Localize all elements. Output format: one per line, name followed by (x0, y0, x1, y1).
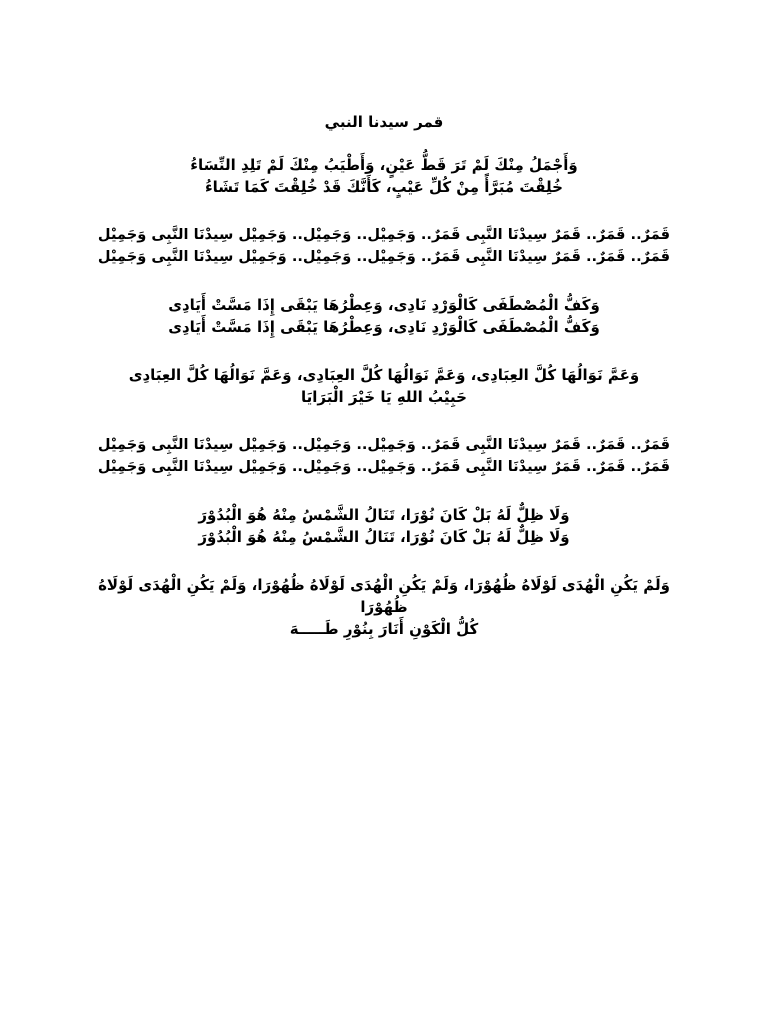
stanza-7 (80, 574, 688, 640)
stanza-4 (80, 364, 688, 408)
stanza-line: وَلَا ظِلٌّ لَهُ بَلْ كَانَ نُوْرَا، تَنَالُ الشَّمْسُ مِنْهُ هُوَ الْبُدُوْرَ (198, 506, 570, 524)
stanza-line: وَلَا ظِلٌّ لَهُ بَلْ كَانَ نُوْرَا، تَنَالُ الشَّمْسُ مِنْهُ هُوَ الْبُدُوْرَ (198, 528, 570, 546)
stanza-gap (80, 268, 688, 294)
stanza-line: خُلِقْتَ مُبَرَّأً مِنْ كُلِّ عَيْبٍ، كَأَنَّكَ قَدْ خُلِقْتَ كَمَا تَشَاءُ (205, 178, 563, 196)
stanza-6 (80, 504, 688, 548)
stanza-line: قَمَرٌ.. قَمَرٌ.. قَمَرٌ سِيدْنَا النَّبِى قَمَرٌ.. وَجَمِيْل.. وَجَمِيْل.. وَجَمِيْل سِيدْنَا النَّبِى وَجَمِيْل (97, 248, 671, 265)
stanza-line: وَعَمَّ نَوَالُهَا كُلَّ العِبَادِى، وَعَمَّ نَوَالُهَا كُلَّ العِبَادِى، وَعَمَّ نَوَالُهَا كُلَّ العِبَادِى (128, 366, 640, 384)
stanza-line: كُلُّ الْكَوْنِ أَنَارَ بِنُوْرِ طَـــــهَ (289, 620, 479, 638)
stanza-line: قَمَرٌ.. قَمَرٌ.. قَمَرٌ سِيدْنَا النَّبِى قَمَرٌ.. وَجَمِيْل.. وَجَمِيْل.. وَجَمِيْل سِيدْنَا النَّبِى وَجَمِيْل (97, 226, 671, 243)
stanza-gap (80, 548, 688, 574)
stanza-line: وَكَفُّ الْمُصْطَفَى كَالْوَرْدِ نَادِى، وَعِطْرُهَا يَبْقَى إِذَا مَسَّتْ أَيَادِى (168, 296, 600, 314)
stanza-line: قَمَرٌ.. قَمَرٌ.. قَمَرٌ سِيدْنَا النَّبِى قَمَرٌ.. وَجَمِيْل.. وَجَمِيْل.. وَجَمِيْل سِيدْنَا النَّبِى وَجَمِيْل (97, 458, 671, 475)
stanza-gap (80, 408, 688, 434)
page-title: قمر سيدنا النبي (324, 113, 444, 131)
stanza-5-chorus (80, 434, 688, 478)
stanza-1 (80, 154, 688, 198)
stanza-line: حَبِيْبُ اللهِ يَا خَيْرَ الْبَرَايَا (301, 388, 467, 406)
lyrics-page (80, 112, 688, 640)
stanza-gap (80, 478, 688, 504)
stanza-line: قَمَرٌ.. قَمَرٌ.. قَمَرٌ سِيدْنَا النَّبِى قَمَرٌ.. وَجَمِيْل.. وَجَمِيْل.. وَجَمِيْل سِيدْنَا النَّبِى وَجَمِيْل (97, 436, 671, 453)
stanza-line: وَكَفُّ الْمُصْطَفَى كَالْوَرْدِ نَادِى، وَعِطْرُهَا يَبْقَى إِذَا مَسَّتْ أَيَادِى (168, 318, 600, 336)
stanza-line: وَأَجْمَلُ مِنْكَ لَمْ تَرَ قَطُّ عَيْنٍ، وَأَطْيَبُ مِنْكَ لَمْ تَلِدِ النِّسَاءُ (190, 156, 578, 174)
stanza-gap (80, 338, 688, 364)
stanza-gap (80, 198, 688, 224)
stanza-line: وَلَمْ يَكُنِ الْهُدَى لَوْلَاهُ ظُهُوْرَا، وَلَمْ يَكُنِ الْهُدَى لَوْلَاهُ ظُهُوْرَا، وَلَمْ يَكُنِ الْهُدَى لَوْلَاهُ ظُهُوْرَا (98, 576, 670, 616)
stanza-3 (80, 294, 688, 338)
stanza-2-chorus (80, 224, 688, 268)
